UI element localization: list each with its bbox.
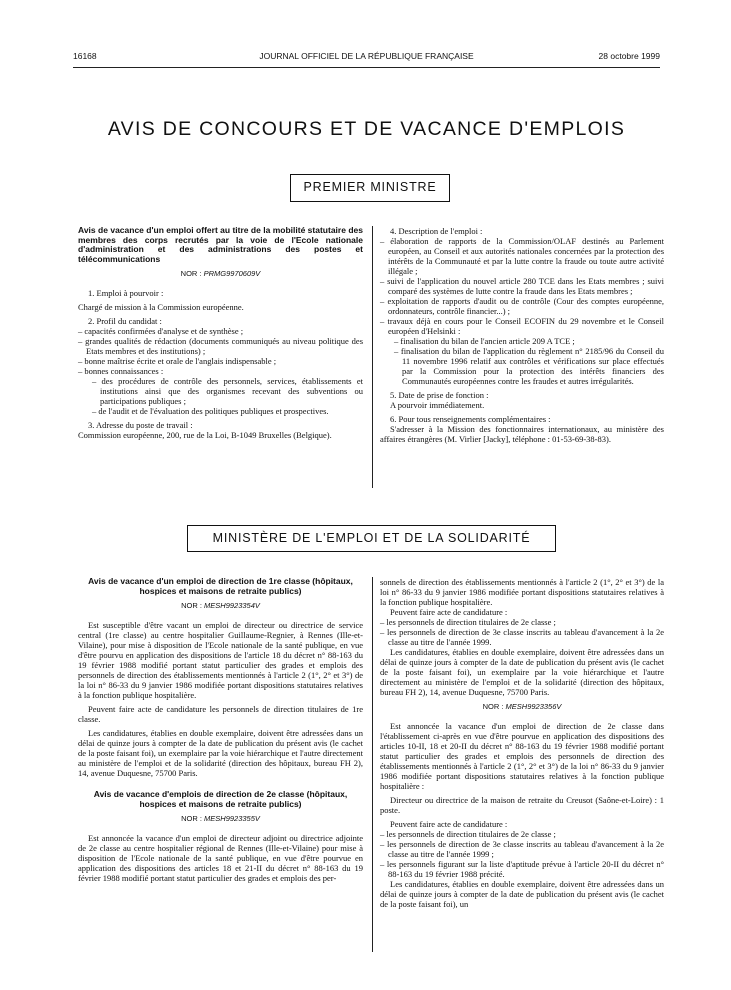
paragraph: Peuvent faire acte de candidature : [390,819,508,829]
list-item: – capacités confirmées d'analyse et de synthèse ; [78,326,244,336]
nor-code: MESH9923356V [505,702,562,711]
nor-code: PRMG9970609V [203,269,261,278]
list-item: – les personnels de direction de 3e classe inscrits au tableau d'avancement à la 2e classe au titre de l'année 1999. [380,627,664,647]
section1-right-column [380,226,664,444]
paragraph: Peuvent faire acte de candidature : [390,607,508,617]
nor-code: MESH9923355V [204,814,260,823]
nor-reference: NOR : MESH9923354V [181,601,260,610]
list-item: – élaboration de rapports de la Commission/OLAF destinés au Parlement européen, au Conseil et aux autorités nationales concernées par la protection des intérêts de la Communauté et par la lutte contre la fraude ou toute autre activité illégale ; [380,236,664,276]
paragraph: Est annoncée la vacance d'un emploi de direction de 2e classe dans l'établissement ci-après en vue d'être pourvue en application des dispositions des articles 10-II, 18 et 20-II du décret n° 88-163 du 19 février 1988 modifié portant statut particulier des grades et emplois des personnels de direction des établissements mentionnés à l'article 2 (1°, 2° et 3°) de la loi n° 86-33 du 9 janvier 1986 modifiée portant dispositions statutaires relatives à la fonction publique hospitalière : [380,721,664,791]
column-divider [372,577,373,952]
section-heading-premier-ministre: PREMIER MINISTRE [290,174,450,202]
column-divider [372,226,373,488]
list-item: – de l'audit et de l'évaluation des politiques publiques et prospectives. [92,406,329,416]
nor-code: MESH9923354V [204,601,260,610]
paragraph: sonnels de direction des établissements mentionnés à l'article 2 (1°, 2° et 3°) de la loi n° 86-33 du 9 janvier 1986 modifiée portant dispositions statutaires relatives à la fonction publique hospitalière. [380,577,664,607]
list-item: – bonnes connaissances : [78,366,164,376]
list-item: – les personnels figurant sur la liste d'aptitude prévue à l'article 20-II du décret n° 88-163 du 19 février 1988 précité. [380,859,664,879]
nor-reference: NOR : PRMG9970609V [180,269,261,278]
paragraph: S'adresser à la Mission des fonctionnaires internationaux, au ministère des affaires étrangères (M. Virlier [Jacky], téléphone : 01-53-69-38-83). [380,424,664,444]
list-item: – finalisation du bilan de l'application du règlement n° 2185/96 du Conseil du 11 novembre 1996 relatif aux contrôles et vérifications sur place effectués par la Commission pour la protection des intérêts financiers des Communautés européennes contre les fraudes et autres irrégularités. [394,346,664,386]
page-title: AVIS DE CONCOURS ET DE VACANCE D'EMPLOIS [107,118,626,140]
paragraph: A pourvoir immédiatement. [390,400,485,410]
running-header [73,51,660,65]
list-item: – finalisation du bilan de l'ancien article 209 A TCE ; [394,336,575,346]
paragraph: Les candidatures, établies en double exemplaire, doivent être adressées dans un délai de quinze jours à compter de la date de publication du présent avis (le cachet de la poste faisant foi), un [380,879,664,909]
page-number: 16168 [73,51,97,61]
paragraph: Peuvent faire acte de candidature les personnels de direction titulaires de 1re classe. [78,704,363,724]
paragraph: 2. Profil du candidat : [88,316,162,326]
list-item: – les personnels de direction titulaires de 2e classe ; [380,617,556,627]
section1-left-column [78,226,363,440]
notice-title: Avis de vacance d'un emploi de direction de 1re classe (hôpitaux, hospices et maisons de retraite publics) [88,576,353,596]
nor-reference: NOR : MESH9923356V [482,702,562,711]
paragraph: 4. Description de l'emploi : [390,226,483,236]
list-item: – exploitation de rapports d'audit ou de contrôle (Cour des comptes européenne, ordonnateurs, contrôle financier...) ; [380,296,664,316]
section2-left-column [78,577,363,883]
list-item: – travaux déjà en cours pour le Conseil ECOFIN du 29 novembre et le Conseil européen d'Helsinki : [380,316,664,336]
paragraph: Les candidatures, établies en double exemplaire, doivent être adressées dans un délai de quinze jours à compter de la date de publication du présent avis (le cachet de la poste faisant foi), un exemplaire par la voie hiérarchique et l'autre directement au ministère de l'emploi et de la solidarité (direction des hôpitaux, bureau FH 2), 14, avenue Duquesne, 75700 Paris. [380,647,664,697]
paragraph: Chargé de mission à la Commission européenne. [78,302,244,312]
issue-date: 28 octobre 1999 [598,51,660,61]
paragraph: Les candidatures, établies en double exemplaire, doivent être adressées dans un délai de quinze jours à compter de la date de publication du présent avis (le cachet de la poste faisant foi), un exemplaire par la voie hiérarchique et l'autre directement au ministère de l'emploi et de la solidarité (direction des hôpitaux, bureau FH 2), 14, avenue Duquesne, 75700 Paris. [78,728,363,778]
list-item: – les personnels de direction de 3e classe inscrits au tableau d'avancement à la 2e classe au titre de l'année 1999 ; [380,839,664,859]
paragraph: Directeur ou directrice de la maison de retraite du Creusot (Saône-et-Loire) : 1 poste. [380,795,664,815]
list-item: – bonne maîtrise écrite et orale de l'anglais indispensable ; [78,356,277,366]
paragraph: Est annoncée la vacance d'un emploi de directeur adjoint ou directrice adjointe de 2e classe au centre hospitalier régional de Rennes (Ille-et-Vilaine) pour mise à disposition de l'Ecole nationale de la santé publique, en vue d'être pourvue en application des dispositions des articles 18 et 21-II du décret n° 88-163 du 19 février 1988 modifié portant statut particulier des grades et emplois des per- [78,833,363,883]
paragraph: 6. Pour tous renseignements complémentaires : [390,414,551,424]
list-item: – grandes qualités de rédaction (documents communiqués au niveau politique des Etats membres et des institutions) ; [78,336,363,356]
notice-title: Avis de vacance d'emplois de direction de 2e classe (hôpitaux, hospices et maisons de retraite publics) [93,789,348,809]
paragraph: 3. Adresse du poste de travail : [88,420,193,430]
list-item: – les personnels de direction titulaires de 2e classe ; [380,829,556,839]
journal-title: JOURNAL OFFICIEL DE LA RÉPUBLIQUE FRANÇAISE [259,51,474,61]
nor-reference: NOR : MESH9923355V [181,814,260,823]
paragraph: Commission européenne, 200, rue de la Loi, B-1049 Bruxelles (Belgique). [78,430,332,440]
header-rule [73,67,660,68]
list-item: – des procédures de contrôle des personnels, services, établissements et institutions ainsi que des organismes recevant des subventions ou participations publiques ; [92,376,363,406]
section-heading-ministere-emploi: MINISTÈRE DE L'EMPLOI ET DE LA SOLIDARITÉ [187,525,556,552]
list-item: – suivi de l'application du nouvel article 280 TCE dans les Etats membres ; suivi comparé des systèmes de lutte contre la fraude dans les Etats membres ; [380,276,664,296]
section2-right-column [380,577,664,909]
paragraph: 1. Emploi à pourvoir : [88,288,164,298]
notice-title: Avis de vacance d'un emploi offert au titre de la mobilité statutaire des membres des corps recrutés par la voie de l'Ecole nationale d'administration et des administrations des postes et télécommunications [78,225,363,264]
paragraph: Est susceptible d'être vacant un emploi de directeur ou directrice de service central (1re classe) au centre hospitalier Guillaume-Regnier, à Rennes (Ille-et-Vilaine), pour mise à disposition de l'Ecole nationale de la santé publique, en vue d'être pourvu en application des dispositions de l'article 18 du décret n° 88-163 du 19 février 1988 modifié portant statut particulier des grades et emplois des personnels de direction des établissements mentionnés à l'article 2 (1°, 2° et 3°) de la loi n° 86-33 du 9 janvier 1986 modifiée portant dispositions statutaires relatives à la fonction publique hospitalière. [78,620,363,700]
paragraph: 5. Date de prise de fonction : [390,390,489,400]
